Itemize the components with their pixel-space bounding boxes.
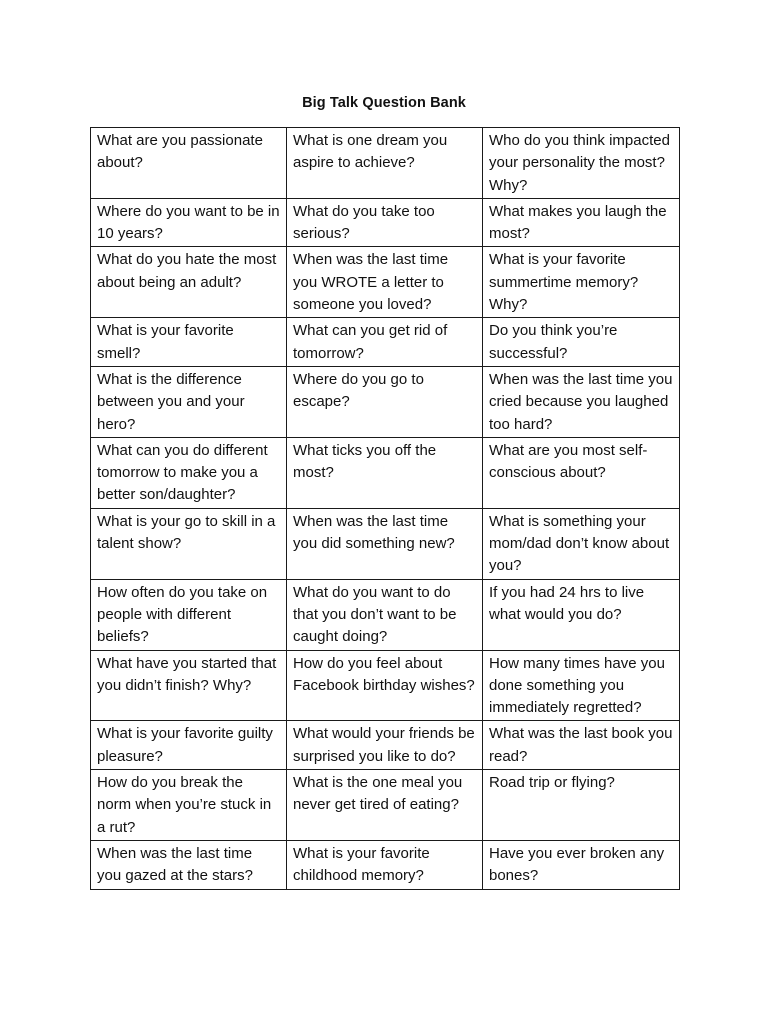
question-cell: What can you get rid of tomorrow?	[287, 318, 483, 367]
table-row	[91, 579, 680, 650]
question-cell: What is one dream you aspire to achieve?	[287, 128, 483, 199]
table-row	[91, 650, 680, 721]
question-cell: Road trip or flying?	[483, 770, 680, 841]
question-cell: What have you started that you didn’t finish? Why?	[91, 650, 287, 721]
question-cell: When was the last time you cried because you laughed too hard?	[483, 366, 680, 437]
table-row	[91, 318, 680, 367]
question-cell: What do you want to do that you don’t want to be caught doing?	[287, 579, 483, 650]
question-cell: What is your favorite smell?	[91, 318, 287, 367]
question-cell: What do you take too serious?	[287, 198, 483, 247]
table-row	[91, 721, 680, 770]
question-cell: Where do you want to be in 10 years?	[91, 198, 287, 247]
table-row	[91, 840, 680, 889]
page-title: Big Talk Question Bank	[302, 95, 466, 111]
question-cell: How do you feel about Facebook birthday wishes?	[287, 650, 483, 721]
question-cell: Have you ever broken any bones?	[483, 840, 680, 889]
question-cell: What is the one meal you never get tired of eating?	[287, 770, 483, 841]
question-cell: What is your go to skill in a talent show?	[91, 508, 287, 579]
table-row	[91, 366, 680, 437]
question-cell: What would your friends be surprised you like to do?	[287, 721, 483, 770]
question-cell: What is something your mom/dad don’t know about you?	[483, 508, 680, 579]
question-cell: What is your favorite guilty pleasure?	[91, 721, 287, 770]
question-cell: What can you do different tomorrow to make you a better son/daughter?	[91, 437, 287, 508]
question-cell: Where do you go to escape?	[287, 366, 483, 437]
question-cell: Who do you think impacted your personality the most? Why?	[483, 128, 680, 199]
question-cell: Do you think you’re successful?	[483, 318, 680, 367]
question-cell: What are you most self-conscious about?	[483, 437, 680, 508]
table-row	[91, 437, 680, 508]
question-cell: How often do you take on people with different beliefs?	[91, 579, 287, 650]
table-row	[91, 128, 680, 199]
question-cell: How many times have you done something you immediately regretted?	[483, 650, 680, 721]
question-cell: When was the last time you did something new?	[287, 508, 483, 579]
table-row	[91, 198, 680, 247]
question-cell: What ticks you off the most?	[287, 437, 483, 508]
question-cell: What do you hate the most about being an adult?	[91, 247, 287, 318]
question-cell: What was the last book you read?	[483, 721, 680, 770]
question-cell: What is your favorite summertime memory? Why?	[483, 247, 680, 318]
question-cell: What makes you laugh the most?	[483, 198, 680, 247]
question-table	[90, 127, 680, 890]
question-cell: When was the last time you gazed at the stars?	[91, 840, 287, 889]
question-cell: If you had 24 hrs to live what would you do?	[483, 579, 680, 650]
question-cell: How do you break the norm when you’re stuck in a rut?	[91, 770, 287, 841]
question-cell: What is the difference between you and your hero?	[91, 366, 287, 437]
table-row	[91, 770, 680, 841]
question-cell: What are you passionate about?	[91, 128, 287, 199]
question-cell: What is your favorite childhood memory?	[287, 840, 483, 889]
table-row	[91, 508, 680, 579]
table-row	[91, 247, 680, 318]
question-cell: When was the last time you WROTE a letter to someone you loved?	[287, 247, 483, 318]
